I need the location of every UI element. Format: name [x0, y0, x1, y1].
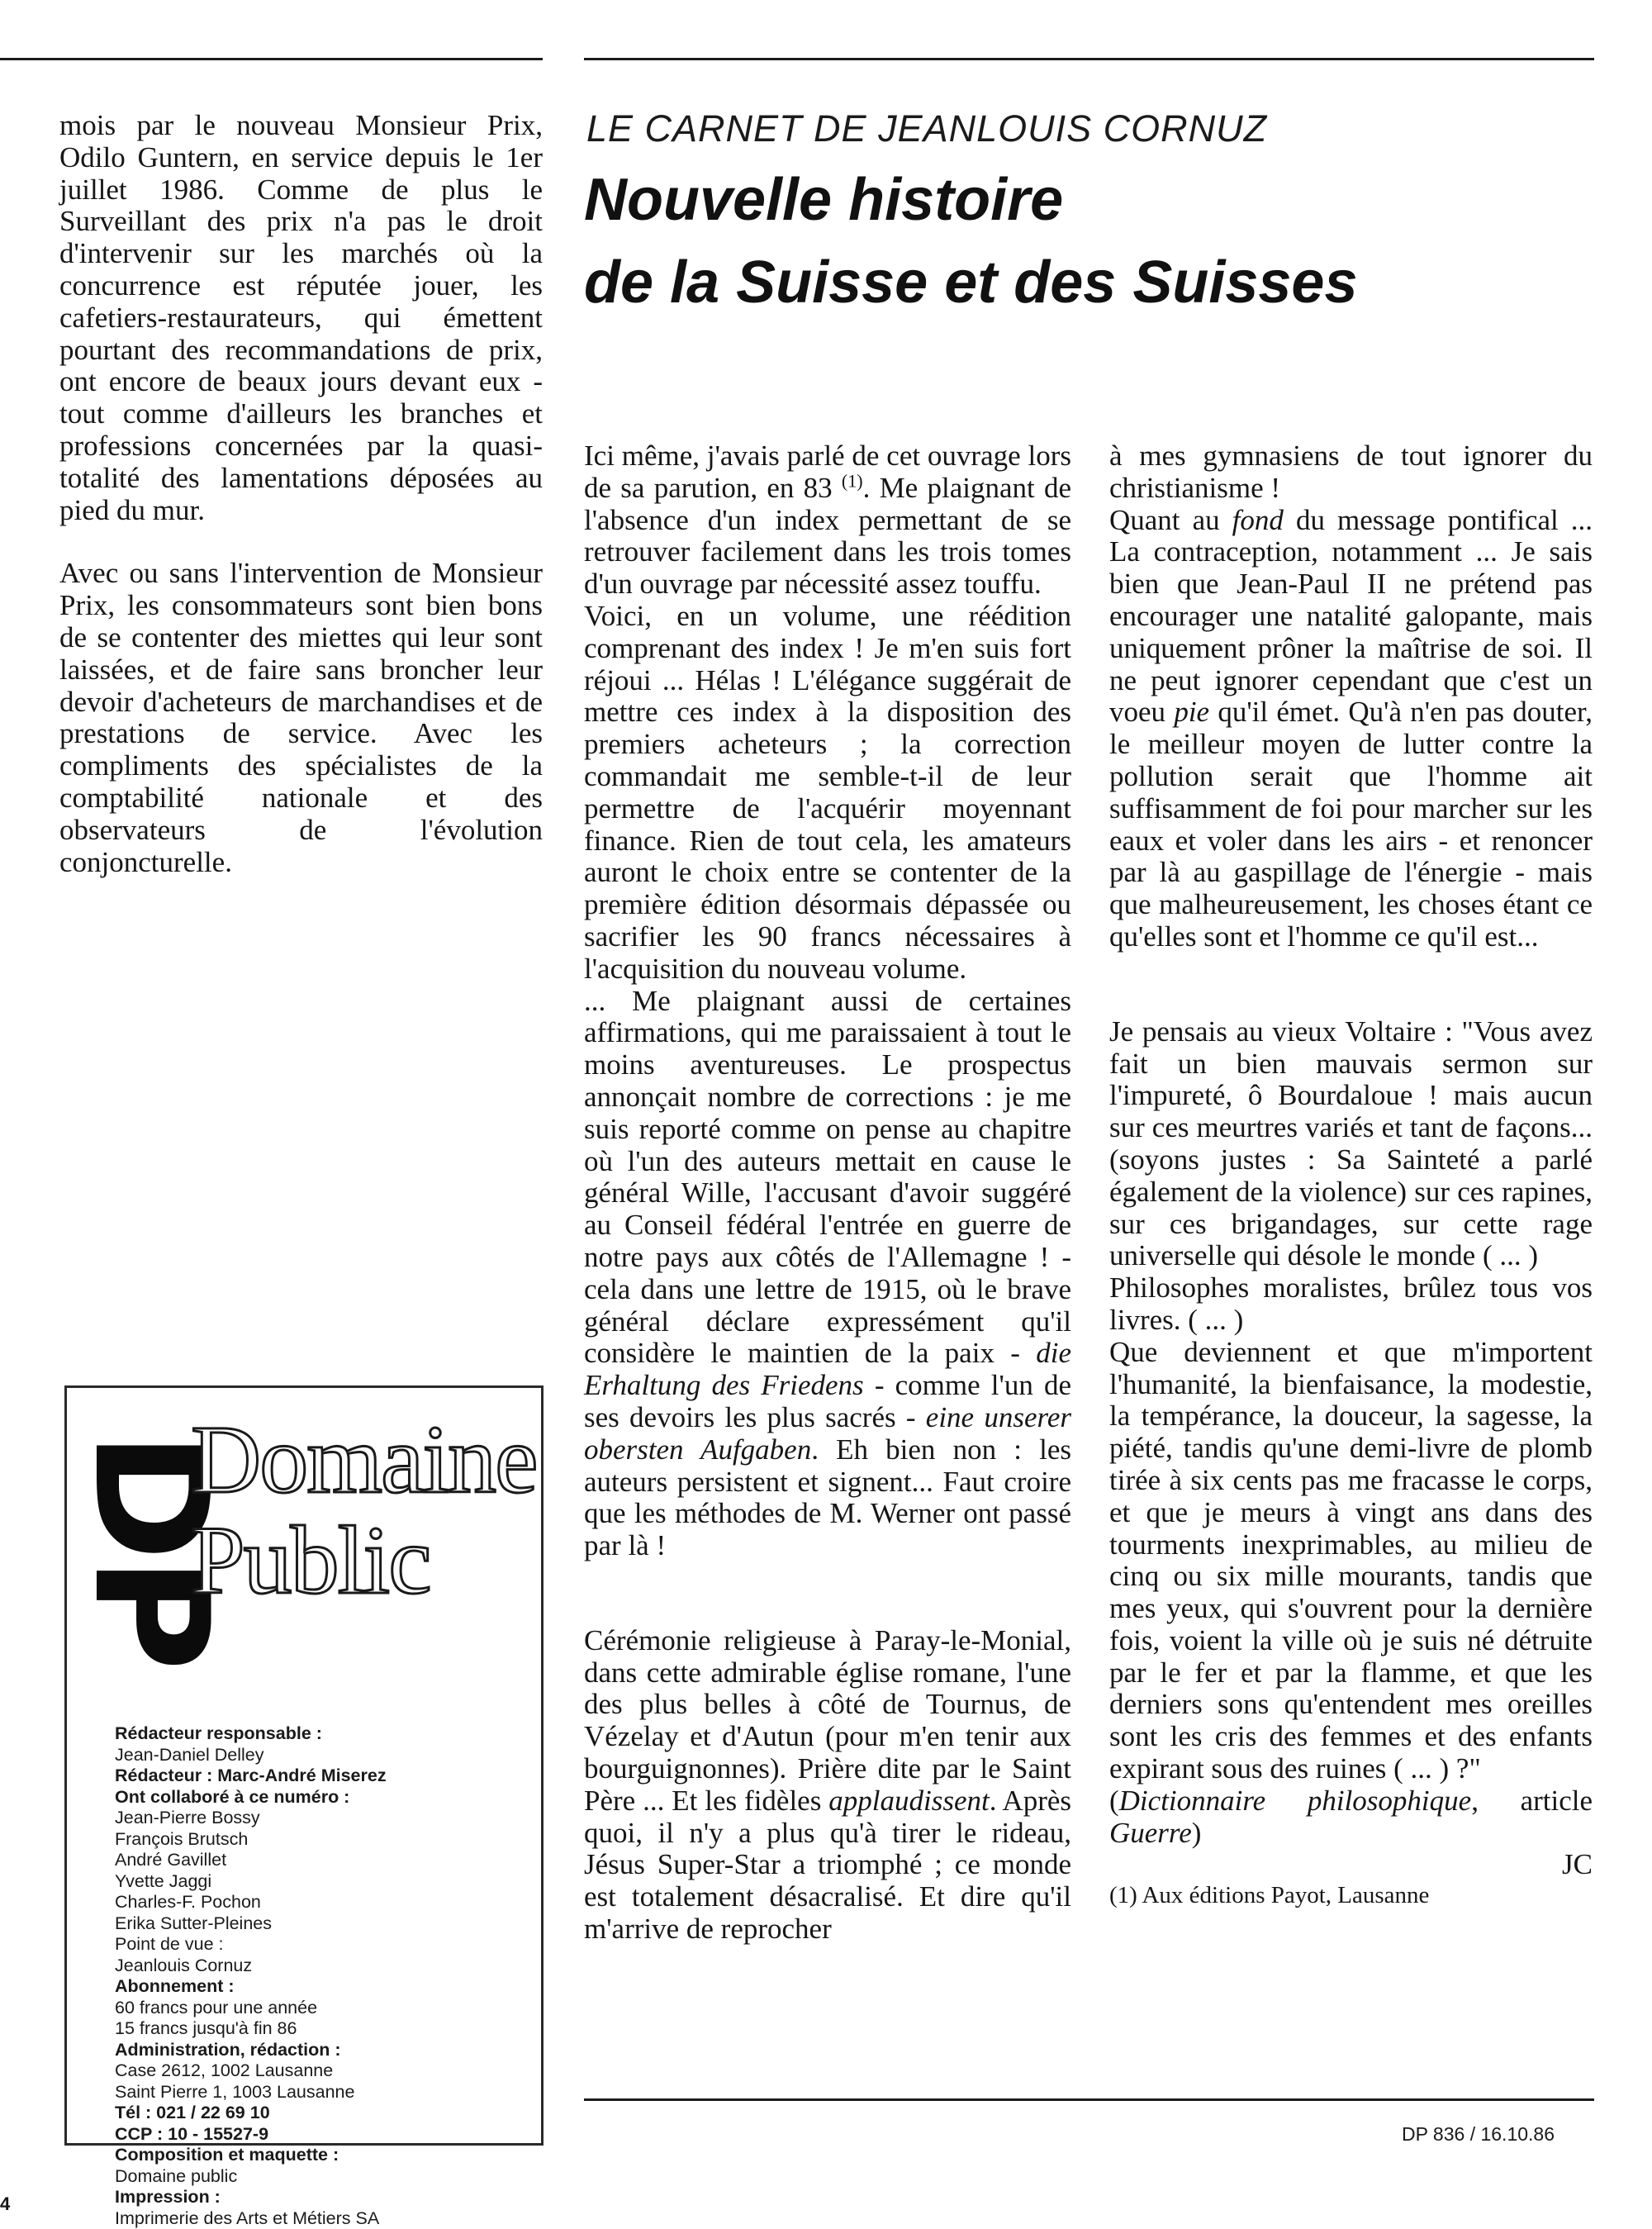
left-column-paragraph: Avec ou sans l'intervention de Monsieur Prix, les consommateurs sont bien bons de se contenter des miettes qui leur sont laissées, et de faire sans broncher leur devoir d'acheteurs de marchandises et de prestations de service. Avec les compliments des spécialistes de la comptabilité nationale et des observateurs de l'évolution conjoncturelle.: [59, 558, 543, 878]
footnote-reference: (1): [842, 470, 863, 491]
article-text: qu'il émet. Qu'à n'en pas douter, le meilleur moyen de lutter contre la pollution serait que l'homme ait suffisamment de foi pour marcher sur les eaux et voler dans les airs - et renoncer par là au gaspillage de l'énergie - mais que malheureusement, les choses étant ce qu'elles sont et l'homme ce qu'il est...: [1109, 696, 1593, 953]
article-column-2: [1109, 440, 1593, 1909]
masthead-box: [64, 1385, 544, 2146]
credit-line: Jeanlouis Cornuz: [115, 1956, 528, 1977]
article-text: Quant au: [1109, 504, 1220, 536]
dp-logo-initials: DP: [72, 1431, 229, 1666]
article-kicker: LE CARNET DE JEANLOUIS CORNUZ: [586, 107, 1594, 150]
credit-line: Administration, rédaction :: [115, 2040, 528, 2061]
masthead-credits: [115, 1723, 528, 2229]
issue-reference: DP 836 / 16.10.86: [1402, 2123, 1555, 2146]
article-paragraph: [1109, 1785, 1593, 1850]
article-column-1: [584, 440, 1071, 1946]
article-italic: eine unserer obersten Aufgaben: [584, 1401, 1071, 1466]
credit-line: Jean-Pierre Bossy: [115, 1808, 528, 1829]
article-text: . Après quoi, il n'y a plus qu'à tirer le rideau, Jésus Super-Star a triomphé ; ce monde est totalement désacralisé. Et dire qu'il m'arrive de reprocher: [584, 1785, 1071, 1945]
page-number: 4: [0, 2193, 10, 2215]
credit-line: André Gavillet: [115, 1850, 528, 1871]
credit-line: Rédacteur : Marc-André Miserez: [115, 1766, 528, 1787]
article-paragraph: Voici, en un volume, une réédition comprenant des index ! Je m'en suis fort réjoui ... Hélas ! L'élégance suggérait de mettre ces index à la disposition des premiers acheteurs ; la correction commandait me semble-t-il de leur permettre de l'acquérir moyennant finance. Rien de tout cela, les amateurs auront le choix entre se contenter de la première édition désormais dépassée ou sacrifier les 90 francs nécessaires à l'acquisition du nouveau volume.: [584, 601, 1071, 986]
credit-line: Tél : 021 / 22 69 10: [115, 2103, 528, 2124]
article-text: , article: [1471, 1785, 1593, 1817]
credit-line: Case 2612, 1002 Lausanne: [115, 2060, 528, 2082]
logo-word-public: Public: [191, 1512, 430, 1609]
credit-line: Ont collaboré à ce numéro :: [115, 1787, 528, 1808]
credit-line: 15 francs jusqu'à fin 86: [115, 2018, 528, 2040]
left-column: [59, 110, 543, 878]
article-text: . Me plaignant de l'absence d'un index permettant de se retrouver facilement dans les trois tomes d'un ouvrage par nécessité assez touffu.: [584, 472, 1071, 600]
credit-line: Impression :: [115, 2187, 528, 2208]
article-text: Cérémonie religieuse à Paray-le-Monial, dans cette admirable église romane, l'une des plus belles à côté de Tournus, de Vézelay et d'Autun (pour m'en tenir aux bourguignonnes). Prière dite par le Saint Père ... Et les fidèles: [584, 1624, 1071, 1817]
article-text: ... Me plaignant aussi de certaines affirmations, qui me paraissaient à tout le moins aventureuses. Le prospectus annonçait nombre de corrections : je me suis reporté comme on pense au chapitre où l'un des auteurs mettait en cause le général Wille, l'accusant d'avoir suggéré au Conseil fédéral l'entrée en guerre de notre pays aux côtés de l'Allemagne ! - cela dans une lettre de 1915, où le brave général déclare expressément qu'il considère le maintien de la paix -: [584, 985, 1071, 1370]
article-title-line: Nouvelle histoire: [584, 159, 1600, 241]
article-text: . Eh bien non : les auteurs persistent et signent... Faut croire que les méthodes de M. Werner ont passé par là !: [584, 1433, 1071, 1561]
article-title-line: de la Suisse et des Suisses: [584, 241, 1600, 324]
credit-line: Composition et maquette :: [115, 2145, 528, 2166]
article-paragraph: Philosophes moralistes, brûlez tous vos livres. ( ... ): [1109, 1272, 1593, 1337]
top-rule-left: [0, 58, 543, 60]
article-paragraph: [584, 986, 1071, 1562]
credit-line: Abonnement :: [115, 1976, 528, 1998]
logo-word-domaine: Domaine: [191, 1411, 537, 1509]
credit-line: 60 francs pour une année: [115, 1998, 528, 2019]
article-text: - comme l'un de ses devoirs les plus sacrés -: [584, 1369, 1071, 1433]
credit-line: Yvette Jaggi: [115, 1871, 528, 1893]
credit-line: François Brutsch: [115, 1829, 528, 1851]
left-column-paragraph: mois par le nouveau Monsieur Prix, Odilo Guntern, en service depuis le 1er juillet 1986. Comme de plus le Surveillant des prix n'a pas le droit d'intervenir sur les marchés où la concurrence est réputée jouer, les cafetiers-restaurateurs, qui émettent pourtant des recommandations de prix, ont encore de beaux jours devant eux - tout comme d'ailleurs les branches et professions concernées par la quasi-totalité des lamentations déposées au pied du mur.: [59, 110, 543, 526]
article-paragraph: à mes gymnasiens de tout ignorer du christianisme !: [1109, 440, 1593, 505]
article-italic: Dictionnaire philosophique: [1119, 1785, 1472, 1817]
credit-line: Imprimerie des Arts et Métiers SA: [115, 2208, 528, 2229]
article-italic: Guerre: [1109, 1817, 1192, 1849]
article-italic: die Erhaltung des Friedens: [584, 1337, 1071, 1401]
article-italic: pie: [1174, 696, 1209, 728]
credit-line: CCP : 10 - 15527-9: [115, 2124, 528, 2146]
bottom-rule: [584, 2098, 1594, 2101]
credit-line: Jean-Daniel Delley: [115, 1745, 528, 1766]
article-paragraph: [1109, 505, 1593, 953]
article-title: [584, 159, 1600, 324]
article-italic: applaudissent: [828, 1785, 989, 1817]
credit-line: Charles-F. Pochon: [115, 1892, 528, 1913]
article-italic: fond: [1232, 504, 1284, 536]
article-text: (: [1109, 1785, 1119, 1817]
credit-line: Erika Sutter-Pleines: [115, 1913, 528, 1935]
article-paragraph: Que deviennent et que m'importent l'humanité, la bienfaisance, la modestie, la tempérance, la douceur, la sagesse, la piété, tandis qu'une demi-livre de plomb tirée à six cents pas me fracasse le corps, et que je meurs à vingt ans dans des tourments inexprimables, au milieu de cinq ou six mille mourants, tandis que mes yeux, qui s'ouvrent pour la dernière fois, voient la ville où je suis né détruite par le fer et par la flamme, et que les derniers sons qu'entendent mes oreilles sont les cris des femmes et des enfants expirant sous des ruines ( ... ) ?": [1109, 1337, 1593, 1785]
credit-line: Saint Pierre 1, 1003 Lausanne: [115, 2082, 528, 2103]
top-rule-right: [584, 58, 1594, 60]
credit-line: Domaine public: [115, 2166, 528, 2188]
footnote: (1) Aux éditions Payot, Lausanne: [1109, 1881, 1593, 1909]
article-paragraph: Je pensais au vieux Voltaire : "Vous avez fait un bien mauvais sermon sur l'impureté, ô Bourdaloue ! mais aucun sur ces meurtres variés et tant de façons... (soyons justes : Sa Sainteté a parlé également de la violence) sur ces rapines, sur ces brigandages, sur cette rage universelle qui désole le monde ( ... ): [1109, 1016, 1593, 1272]
credit-line: Rédacteur responsable :: [115, 1723, 528, 1745]
article-paragraph: [584, 1625, 1071, 1946]
credit-line: Point de vue :: [115, 1934, 528, 1956]
article-text: Ici même, j'avais parlé de cet ouvrage lors de sa parution, en 83: [584, 440, 1071, 504]
article-paragraph: [584, 440, 1071, 601]
author-signature: JC: [1109, 1849, 1593, 1881]
article-text: ): [1192, 1817, 1202, 1849]
article-text: du message pontifical ... La contraception, notamment ... Je sais bien que Jean-Paul II ne prétend pas encourager une natalité galopante, mais uniquement prôner la maîtrise de soi. Il ne peut ignorer cependant que c'est un voeu: [1109, 504, 1593, 729]
